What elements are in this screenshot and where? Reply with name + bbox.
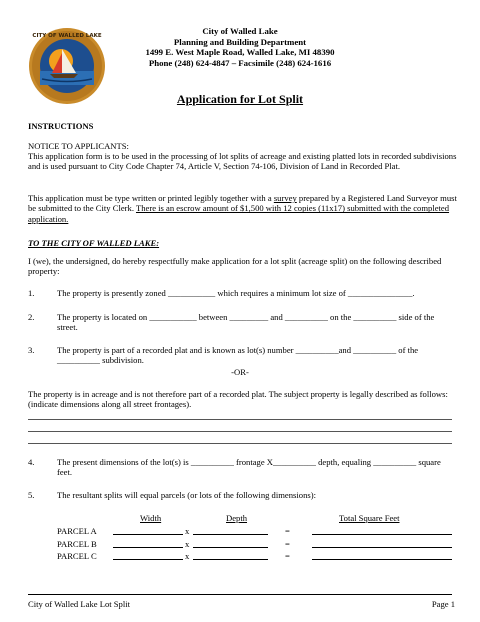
or-separator: -OR-: [231, 367, 249, 377]
legal-description-line-1[interactable]: [28, 419, 452, 420]
parcel-b-label: PARCEL B: [57, 539, 97, 549]
header-line-2: Planning and Building Department: [173, 36, 307, 47]
parcel-b-total[interactable]: [312, 539, 452, 548]
notice-heading: NOTICE TO APPLICANTS:: [28, 141, 129, 151]
item-5-number: 5.: [28, 490, 35, 500]
parcel-c-width[interactable]: [113, 551, 183, 560]
parcel-a-eq: =: [285, 526, 290, 536]
parcel-c-x: x: [185, 551, 190, 561]
parcel-a-depth[interactable]: [193, 526, 268, 535]
page-title: Application for Lot Split: [176, 92, 304, 106]
acreage-paragraph: The property is in acreage and is not therefore part of a recorded plat. The subject property is legally described as follows: (indicate dimensions along all street frontages).: [28, 389, 448, 410]
survey-text-4: There is an escrow amount of $1,500 with 12 copies (11x17) submitted with the completed application.: [28, 203, 450, 224]
parcel-a-width[interactable]: [113, 526, 183, 535]
parcel-a-label: PARCEL A: [57, 526, 97, 536]
footer-divider: [28, 594, 452, 595]
survey-paragraph: [28, 193, 458, 224]
instructions-heading: INSTRUCTIONS: [28, 121, 94, 131]
parcel-c-eq: =: [285, 551, 290, 561]
header-line-3: 1499 E. West Maple Road, Walled Lake, MI 48390: [145, 47, 335, 58]
depth-header: Depth: [226, 513, 248, 523]
seal-text: CITY OF WALLED LAKE: [32, 33, 102, 39]
page-number: Page 1: [431, 599, 455, 609]
notice-body: This application form is to be used in the processing of lot splits of acreage and existing platted lots in recorded subdivisions and is used pursuant to City Code Chapter 74, Article V, Section 74-106, Division of Land in Recorded Plat.: [28, 151, 457, 172]
parcel-b-x: x: [185, 539, 190, 549]
to-city-heading: TO THE CITY OF WALLED LAKE:: [28, 238, 160, 248]
parcel-a-total[interactable]: [312, 526, 452, 535]
item-1-number: 1.: [28, 288, 35, 298]
item-3-number: 3.: [28, 345, 35, 355]
footer-title: City of Walled Lake Lot Split: [28, 599, 131, 609]
parcel-c-depth[interactable]: [193, 551, 268, 560]
parcel-a-x: x: [185, 526, 190, 536]
parcel-c-total[interactable]: [312, 551, 452, 560]
parcel-c-label: PARCEL C: [57, 551, 97, 561]
header-line-1: City of Walled Lake: [202, 26, 278, 36]
parcel-b-depth[interactable]: [193, 539, 268, 548]
item-2-text: The property is located on ___________ between _________ and __________ on the __________ side of the street.: [57, 312, 435, 333]
item-4-number: 4.: [28, 457, 35, 467]
total-header: Total Square Feet: [339, 513, 400, 523]
item-2-number: 2.: [28, 312, 35, 322]
survey-text-2: survey: [273, 193, 297, 203]
item-4-text: The present dimensions of the lot(s) is __________ frontage X__________ depth, equaling __________ square feet.: [57, 457, 441, 478]
parcel-b-width[interactable]: [113, 539, 183, 548]
width-header: Width: [140, 513, 162, 523]
survey-text-1: This application must be type written or printed legibly together with a: [28, 193, 274, 203]
intro-paragraph: I (we), the undersigned, do hereby respectfully make application for a lot split (acreage split) on the following described property:: [28, 256, 442, 277]
header-line-4: Phone (248) 624-4847 – Facsimile (248) 624-1616: [148, 57, 332, 68]
item-3-text: The property is part of a recorded plat and is known as lot(s) number __________and __________ of the __________ subdivision.: [57, 345, 419, 366]
item-1-text: The property is presently zoned ___________ which requires a minimum lot size of _______________.: [57, 288, 415, 298]
item-5-text: The resultant splits will equal parcels (or lots of the following dimensions):: [57, 490, 316, 500]
survey-text-3: prepared by a Registered Land Surveyor must be submitted to the City Clerk.: [28, 193, 457, 214]
legal-description-line-2[interactable]: [28, 431, 452, 432]
letterhead: [100, 26, 380, 68]
parcel-b-eq: =: [285, 539, 290, 549]
legal-description-line-3[interactable]: [28, 443, 452, 444]
